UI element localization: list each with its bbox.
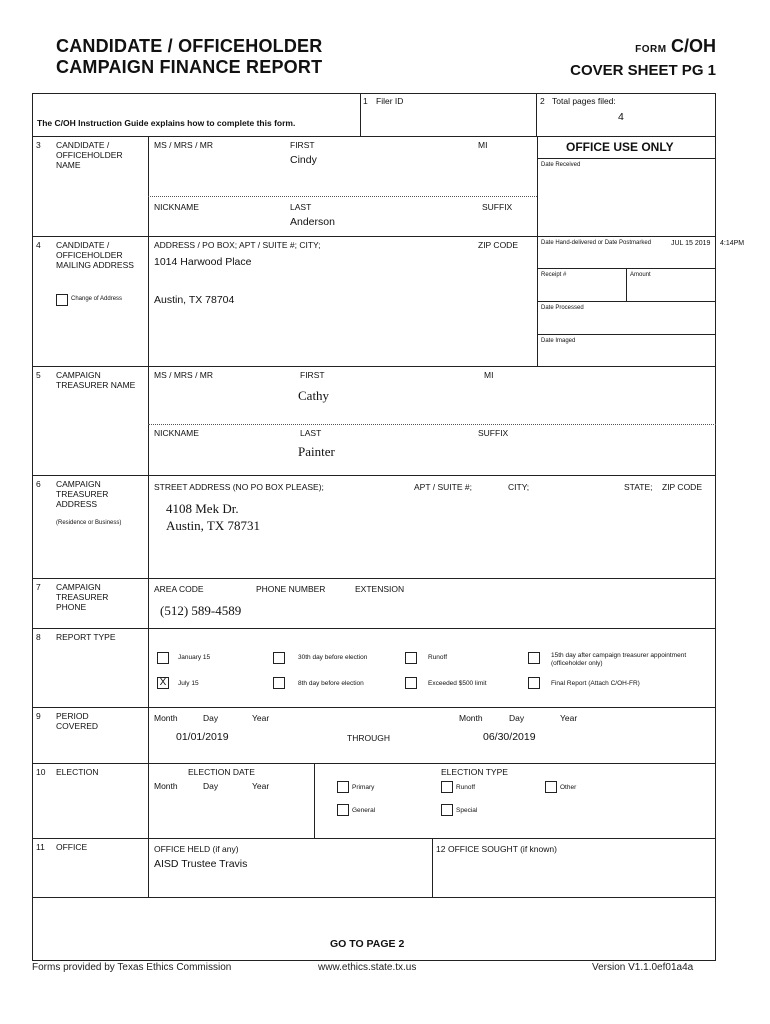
s4-line-2[interactable]: Austin, TX 78704 [154,294,235,306]
election-primary-checkbox[interactable] [337,781,349,793]
s5-num: 5 [36,370,41,380]
s9-through-label: THROUGH [347,733,390,743]
receipt-amount-divider [626,268,627,301]
intro-divider-2 [536,93,537,136]
divider-s4 [32,366,716,367]
date-imaged-label: Date Imaged [541,338,576,344]
report-type-january-checkbox[interactable] [157,652,169,664]
office-use-rule-5 [537,334,716,335]
divider-s6 [32,578,716,579]
s3-suffix-label: SUFFIX [482,202,513,212]
election-general-checkbox[interactable] [337,804,349,816]
change-of-address-checkbox[interactable] [56,294,68,306]
divider-s10 [32,838,716,839]
election-other-checkbox[interactable] [545,781,557,793]
s3-label: CANDIDATE / OFFICEHOLDER NAME [56,140,123,170]
footer-right: Version V1.1.0ef01a4a [592,962,694,973]
s6-sub-label: (Residence or Business) [56,520,122,526]
s10-month-label: Month [154,781,178,791]
s10-day-label: Day [203,781,219,791]
election-runoff-label: Runoff [456,784,476,791]
form-title [56,36,322,78]
footer-left: Forms provided by Texas Ethics Commission [32,962,232,973]
s5-salutation-label: MS / MRS / MR [154,370,214,380]
s11-s12-divider [432,838,433,897]
report-type-8th-label: 8th day before election [298,680,364,687]
s7-area-label: AREA CODE [154,584,204,594]
report-type-july-checkbox[interactable] [157,677,169,689]
s6-label: CAMPAIGN TREASURER ADDRESS [56,479,109,509]
office-use-rule-4 [537,301,716,302]
s9-to-month-label: Month [459,713,483,723]
s11-num: 11 [36,842,45,852]
s9-label: PERIOD COVERED [56,711,99,731]
s4-address-label: ADDRESS / PO BOX; APT / SUITE #; CITY; [154,240,321,250]
july-check-mark: X [159,677,167,688]
divider-s8 [32,707,716,708]
s7-phone-label: PHONE NUMBER [256,584,326,594]
s6-line-1[interactable]: 4108 Mek Dr. [166,501,239,516]
filer-id-label: Filer ID [376,96,404,106]
s5-first-label: FIRST [300,370,325,380]
election-general-label: General [352,807,376,814]
report-type-january-label: January 15 [178,654,211,661]
s5-label: CAMPAIGN TREASURER NAME [56,370,136,390]
title-line-2: CAMPAIGN FINANCE REPORT [56,57,323,77]
footer-center[interactable]: www.ethics.state.tx.us [318,962,417,973]
s10-date-label: ELECTION DATE [188,767,255,777]
s9-from-day-label: Day [203,713,219,723]
date-hand-label: Date Hand-delivered or Date Postmarked [541,240,652,246]
s5-last-label: LAST [300,428,322,438]
office-use-box [537,136,717,366]
s6-apt-label: APT / SUITE #; [414,482,472,492]
divider-s9 [32,763,716,764]
cover-sheet-label: COVER SHEET PG 1 [570,62,716,79]
s3-first-label: FIRST [290,140,315,150]
s9-from-year-label: Year [252,713,270,723]
report-type-final-label: Final Report (Attach C/OH-FR) [551,680,640,687]
s10-year-label: Year [252,781,270,791]
s9-num: 9 [36,711,41,721]
s5-suffix-label: SUFFIX [478,428,509,438]
s12-sought-label: OFFICE SOUGHT (if known) [448,844,557,854]
election-special-label: Special [456,807,478,814]
divider-s7 [32,628,716,629]
instruction-text: The C/OH Instruction Guide explains how to complete this form. [37,118,296,128]
report-type-30th-label: 30th day before election [298,654,368,661]
s4-line-1[interactable]: 1014 Harwood Place [154,256,252,268]
divider-s11 [32,897,716,898]
s4-label: CANDIDATE / OFFICEHOLDER MAILING ADDRESS [56,240,134,270]
office-use-rule-1 [537,158,716,159]
s11-label: OFFICE [56,842,88,852]
date-processed-label: Date Processed [541,305,584,311]
s6-city-label: CITY; [508,482,530,492]
report-type-exceeded-checkbox[interactable] [405,677,417,689]
report-type-final-checkbox[interactable] [528,677,540,689]
s3-last-value[interactable]: Anderson [290,216,335,228]
label-column-line [148,136,149,897]
intro-divider-1 [360,93,361,136]
report-type-exceeded-label: Exceeded $500 limit [428,680,487,687]
election-primary-label: Primary [352,784,375,791]
s9-to-day-label: Day [509,713,525,723]
s9-to-value[interactable]: 06/30/2019 [483,731,536,743]
s7-ext-label: EXTENSION [355,584,405,594]
s3-mi-label: MI [478,140,488,150]
s3-first-value[interactable]: Cindy [290,154,317,166]
report-type-8th-checkbox[interactable] [273,677,285,689]
report-type-runoff-label: Runoff [428,654,448,661]
s6-street-label: STREET ADDRESS (NO PO BOX PLEASE); [154,482,324,492]
s10-label: ELECTION [56,767,99,777]
s3-nickname-label: NICKNAME [154,202,199,212]
date-hand-stamp: JUL 15 2019 [671,240,711,247]
s7-label: CAMPAIGN TREASURER PHONE [56,582,109,612]
s10-num: 10 [36,767,46,777]
amount-label: Amount [630,272,651,278]
election-other-label: Other [560,784,577,791]
s10-divider [314,763,315,838]
s9-from-month-label: Month [154,713,178,723]
form-id: C/OH [671,36,716,56]
title-line-1: CANDIDATE / OFFICEHOLDER [56,36,323,56]
total-pages-label: Total pages filed: [552,96,616,106]
receipt-label: Receipt # [541,272,567,278]
office-use-title: OFFICE USE ONLY [566,140,674,154]
s3-num: 3 [36,140,41,150]
s6-num: 6 [36,479,41,489]
s12-num: 12 [436,844,446,854]
s3-salutation-label: MS / MRS / MR [154,140,214,150]
s11-held-value[interactable]: AISD Trustee Travis [154,858,248,870]
s6-zip-label: ZIP CODE [662,482,702,492]
filer-id-num: 1 [363,96,368,106]
office-use-rule-2 [537,236,716,237]
s5-first-value[interactable]: Cathy [298,388,330,403]
s3-last-label: LAST [290,202,312,212]
divider-s5 [32,475,716,476]
s9-from-value[interactable]: 01/01/2019 [176,731,229,743]
s5-last-value[interactable]: Painter [298,444,335,459]
date-hand-extra: 4:14PM [720,240,745,247]
total-pages-value[interactable]: 4 [618,111,624,123]
s6-state-label: STATE; [624,482,653,492]
s7-num: 7 [36,582,41,592]
s5-mid-rule [148,424,716,425]
s3-mid-rule [148,196,537,197]
s6-line-2[interactable]: Austin, TX 78731 [166,518,261,533]
s4-num: 4 [36,240,41,250]
s8-label: REPORT TYPE [56,632,116,642]
election-special-checkbox[interactable] [441,804,453,816]
s9-to-year-label: Year [560,713,578,723]
total-pages-num: 2 [540,96,545,106]
election-runoff-checkbox[interactable] [441,781,453,793]
date-received-label: Date Received [541,162,581,168]
report-type-30th-checkbox[interactable] [273,652,285,664]
report-type-15th-checkbox[interactable] [528,652,540,664]
report-type-july-label: July 15 [178,680,199,687]
form-word: FORM [635,44,667,55]
go-to-page-2: GO TO PAGE 2 [330,938,405,950]
s4-zip-label: ZIP CODE [478,240,518,250]
s8-num: 8 [36,632,41,642]
s11-held-label: OFFICE HELD (if any) [154,844,239,854]
form-id-block [570,36,716,81]
report-type-runoff-checkbox[interactable] [405,652,417,664]
s5-mi-label: MI [484,370,494,380]
s5-nickname-label: NICKNAME [154,428,199,438]
change-of-address-label: Change of Address [71,296,123,302]
s7-value[interactable]: (512) 589-4589 [160,603,242,618]
s10-type-label: ELECTION TYPE [441,767,508,777]
report-type-15th-label: 15th day after campaign treasurer appointment (officeholder only) [551,652,687,667]
